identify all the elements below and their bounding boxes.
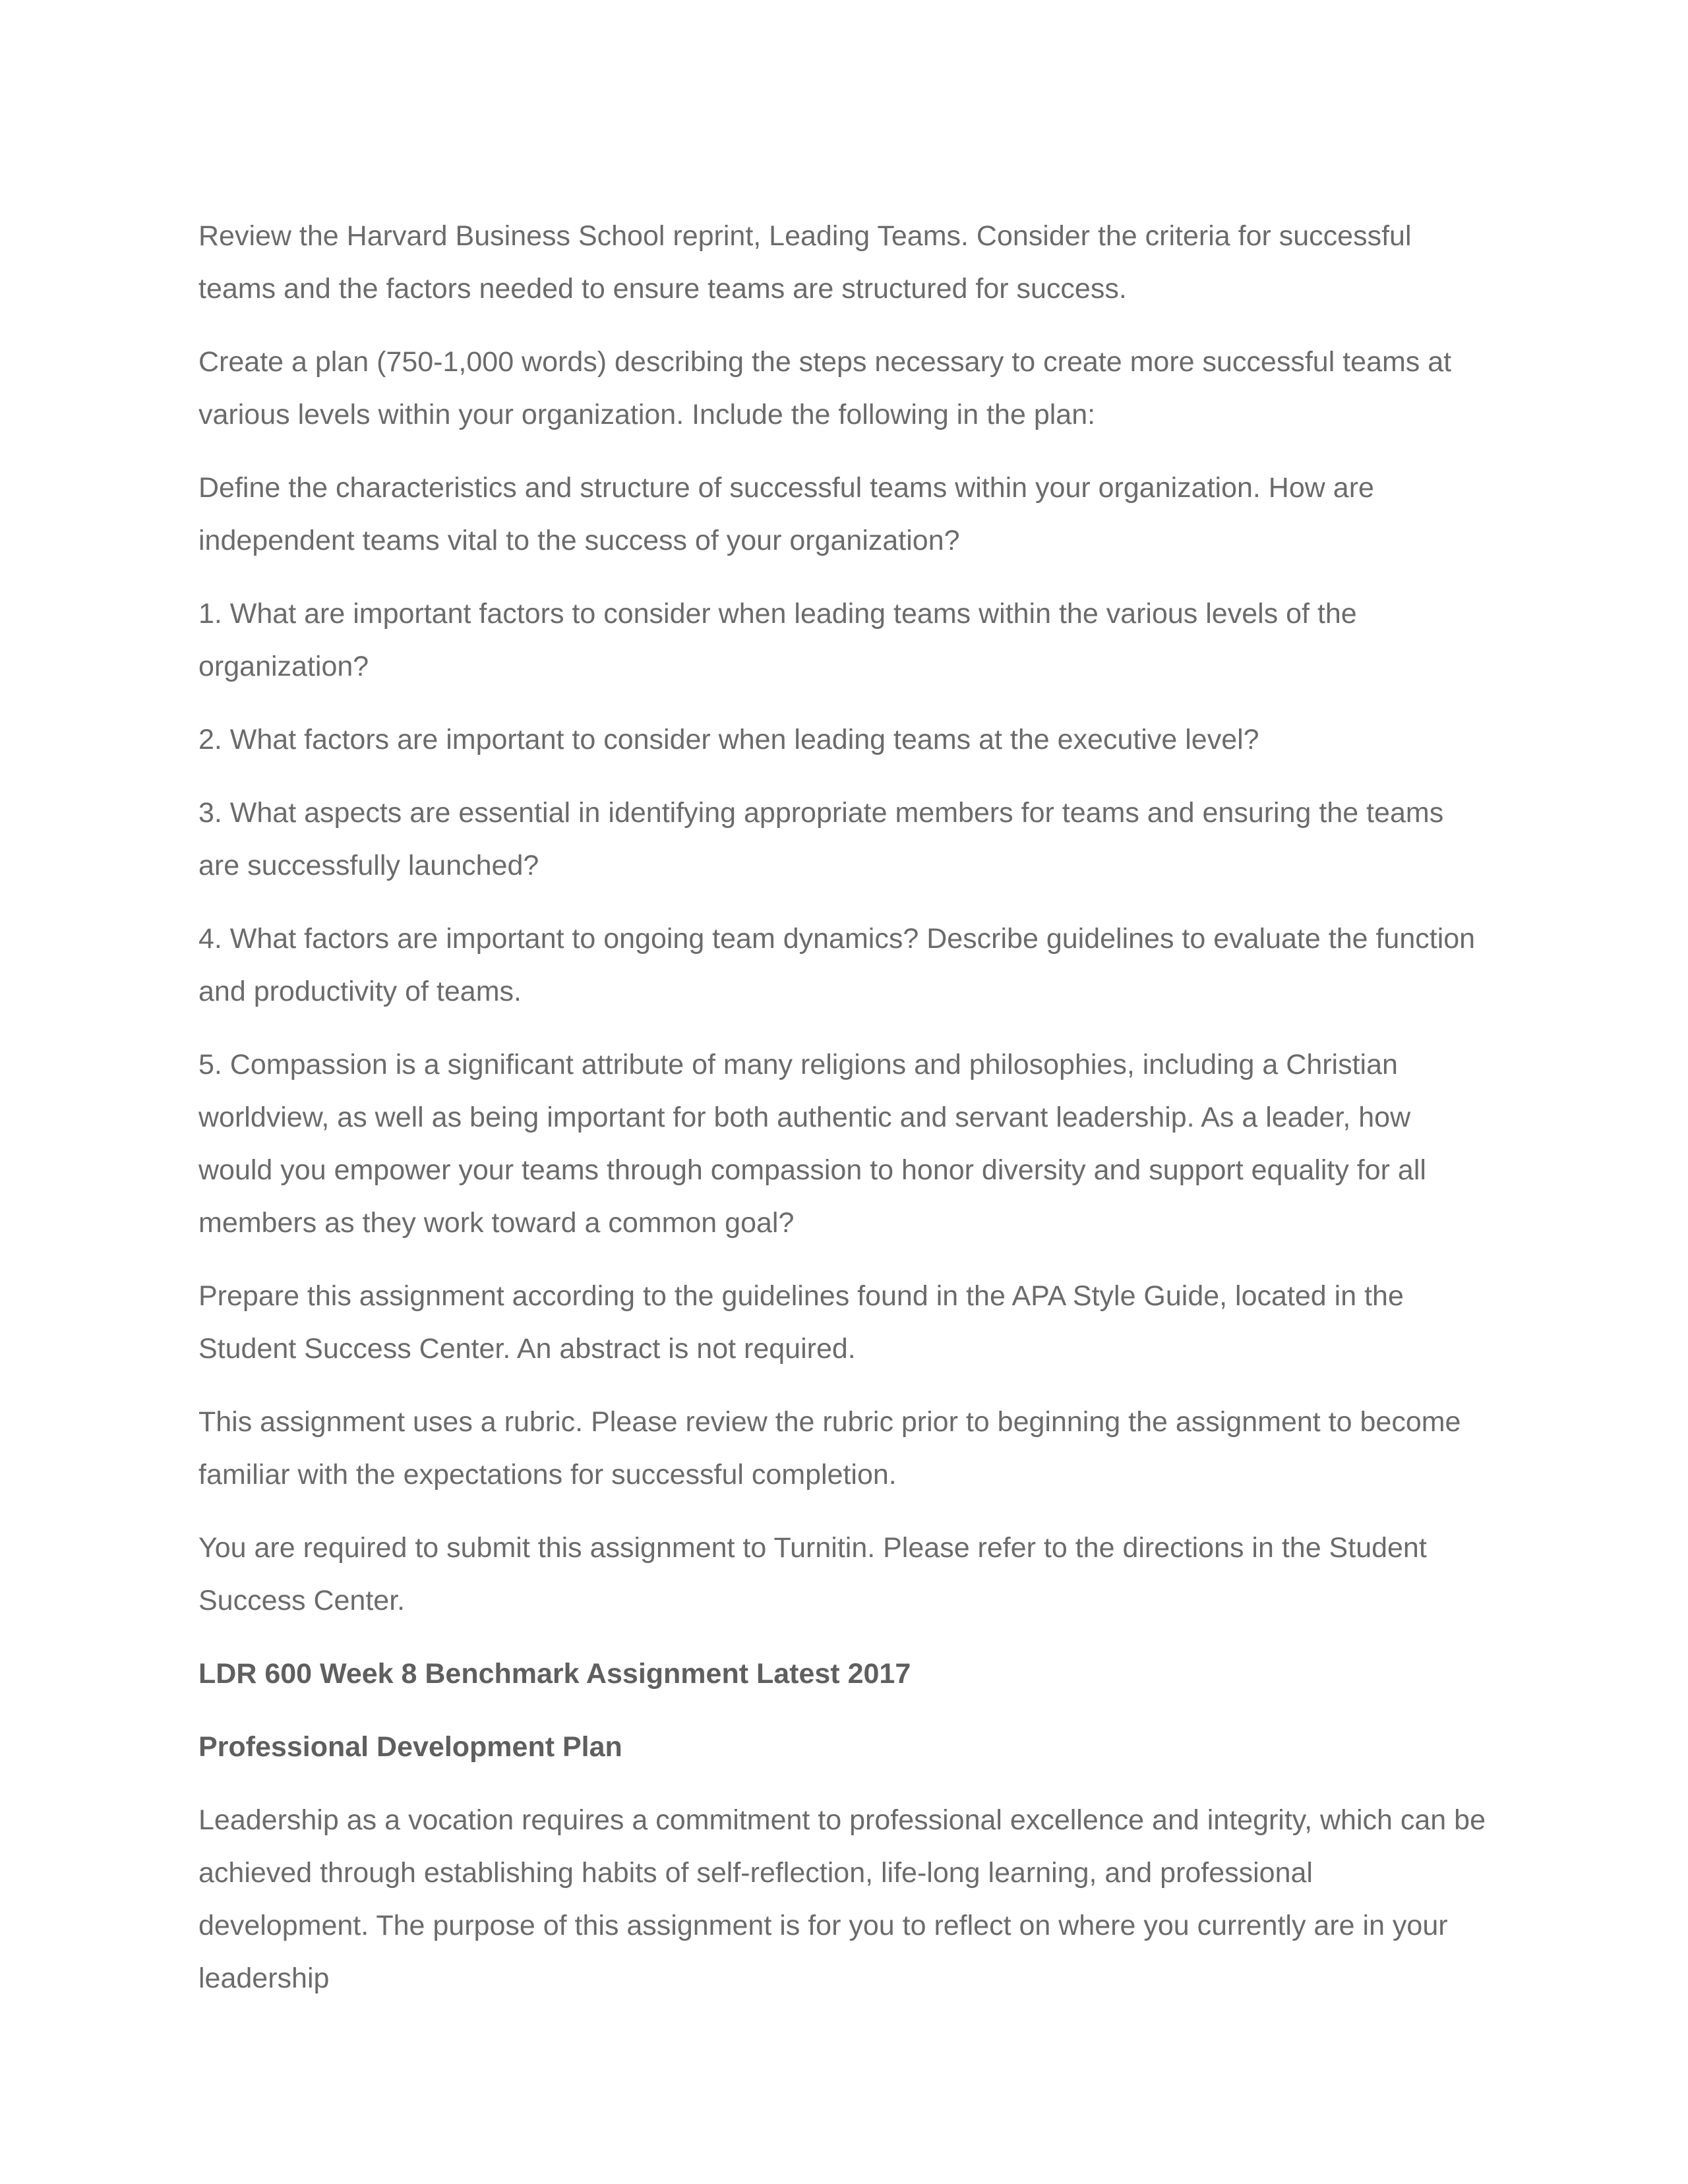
- paragraph-leadership-vocation: Leadership as a vocation requires a commitment to professional excellence and integrity, which can be achieved through establishing habits of self-reflection, life-long learning, and professional development. The purpose of this assignment is for you to reflect on where you currently are in your leadership: [198, 1804, 1486, 1994]
- document-body: [198, 210, 1491, 2025]
- question-1: 1. What are important factors to consider when leading teams within the various levels of the organization?: [198, 598, 1357, 682]
- paragraph-turnitin: You are required to submit this assignment to Turnitin. Please refer to the directions in the Student Success Center.: [198, 1532, 1427, 1616]
- paragraph-apa-guidelines: Prepare this assignment according to the guidelines found in the APA Style Guide, located in the Student Success Center. An abstract is not required.: [198, 1280, 1404, 1365]
- paragraph-review-reprint: Review the Harvard Business School reprint, Leading Teams. Consider the criteria for successful teams and the factors needed to ensure teams are structured for success.: [198, 220, 1412, 305]
- question-2: 2. What factors are important to consider when leading teams at the executive level?: [198, 724, 1259, 755]
- paragraph-create-plan: Create a plan (750-1,000 words) describing the steps necessary to create more successful teams at various levels within your organization. Include the following in the plan:: [198, 346, 1452, 430]
- section-heading: Professional Development Plan: [198, 1731, 622, 1763]
- assignment-heading: LDR 600 Week 8 Benchmark Assignment Latest 2017: [198, 1658, 911, 1690]
- paragraph-rubric: This assignment uses a rubric. Please review the rubric prior to beginning the assignment to become familiar with the expectations for successful completion.: [198, 1406, 1461, 1490]
- question-5: 5. Compassion is a significant attribute of many religions and philosophies, including a Christian worldview, as well as being important for both authentic and servant leadership. As a leader, how would you empower your teams through compassion to honor diversity and support equality for all members as they work toward a common goal?: [198, 1049, 1426, 1239]
- paragraph-define-characteristics: Define the characteristics and structure of successful teams within your organization. How are independent teams vital to the success of your organization?: [198, 472, 1374, 556]
- question-3: 3. What aspects are essential in identifying appropriate members for teams and ensuring the teams are successfully launched?: [198, 797, 1444, 881]
- question-4: 4. What factors are important to ongoing team dynamics? Describe guidelines to evaluate the function and productivity of teams.: [198, 923, 1476, 1007]
